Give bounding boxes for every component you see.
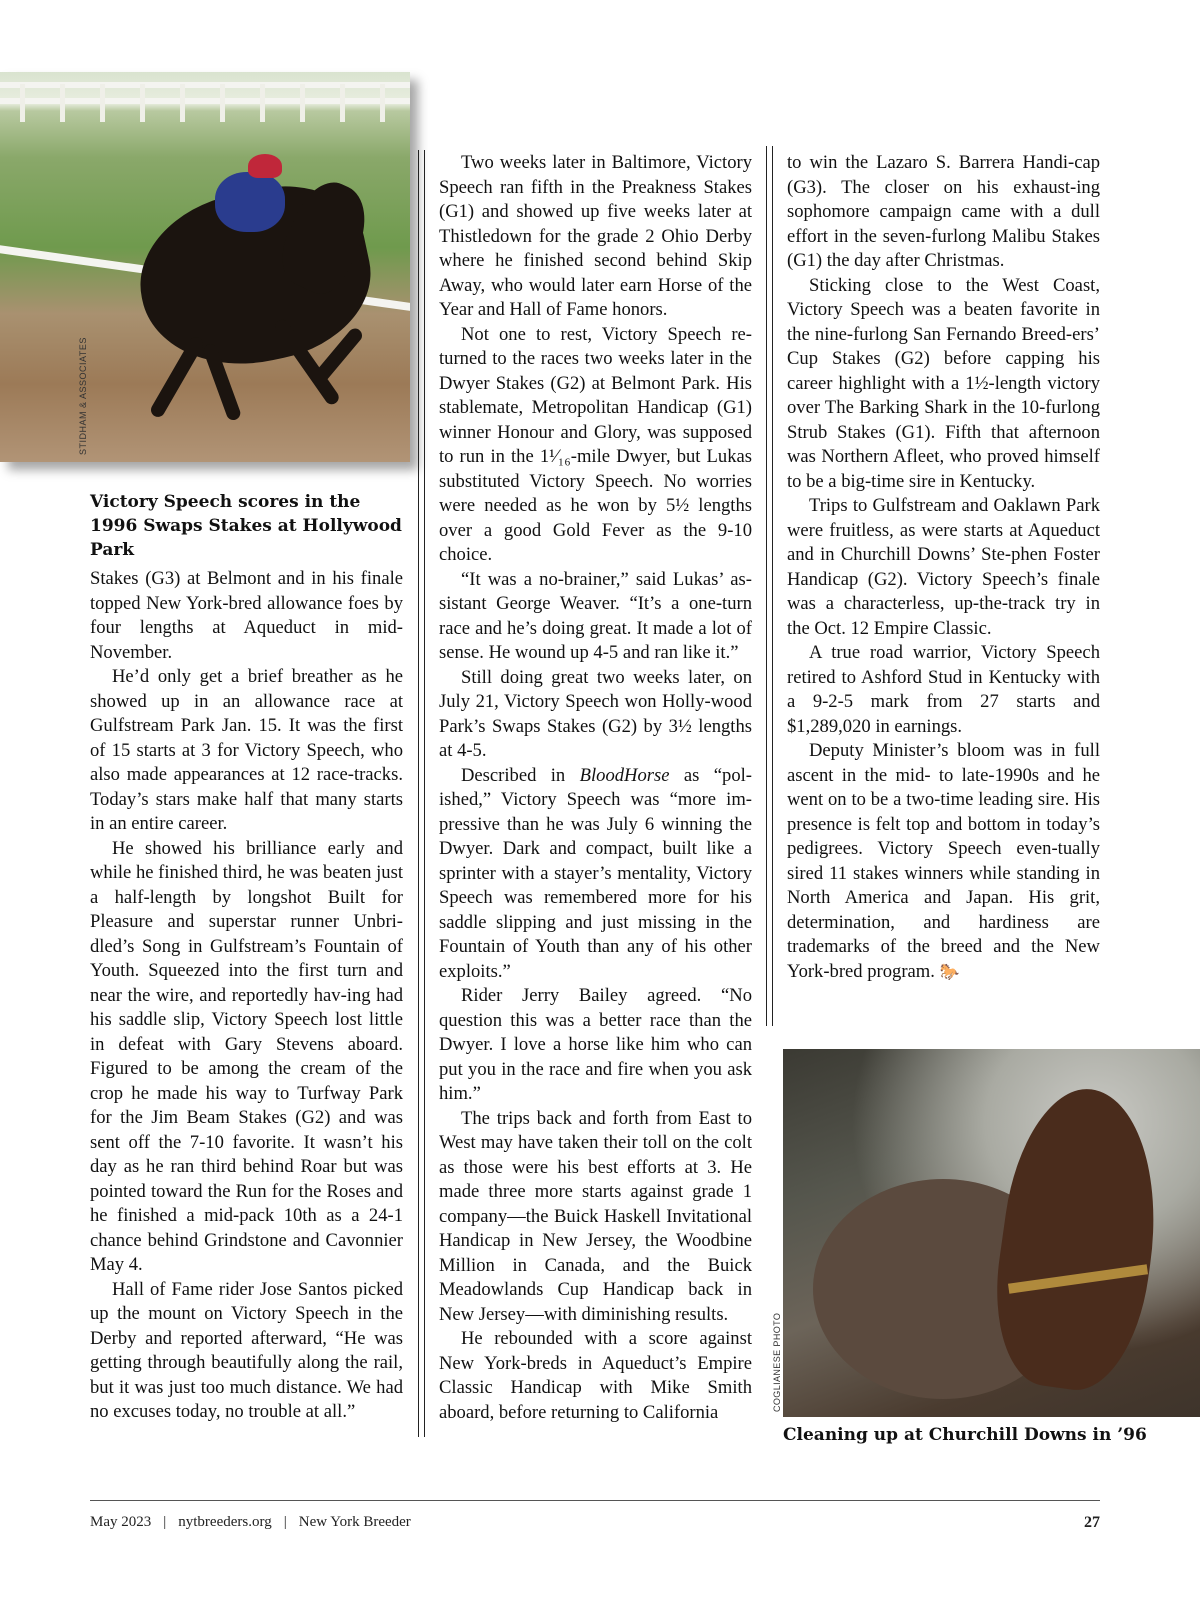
paragraph: Deputy Minister’s bloom was in full ascent in the mid- to late-1990s and he went on to be a two-time leading sire. His presence is felt top and bottom in today’s pedigrees. Victory Speech even-tually sired 11 stakes winners while standing in North America and Japan. His grit, determination, and hardiness are trademarks of the breed and the New York-bred program. 🐎 [787, 740, 1100, 982]
paragraph: He rebounded with a score against New York-breds in Aqueduct’s Empire Classic Handicap with Mike Smith aboard, before returning to California [439, 1328, 752, 1423]
paragraph: Trips to Gulfstream and Oaklawn Park were fruitless, as were starts at Aqueduct and in Churchill Downs’ Ste-phen Foster Handicap (G2). Victory Speech’s finale was a characterless, up-the-track try in the Oct. 12 Empire Classic. [787, 495, 1100, 639]
photo-credit: STIDHAM & ASSOCIATES [78, 337, 88, 455]
paragraph: A true road warrior, Victory Speech retired to Ashford Stud in Kentucky with a 9-2-5 mark from 27 starts and $1,289,020 in earnings. [787, 642, 1100, 737]
jockey-cap [248, 154, 282, 178]
article-column-3 [787, 151, 1100, 985]
website-link[interactable]: nytbreeders.org [178, 1514, 272, 1530]
paragraph: Rider Jerry Bailey agreed. “No question this was a better race than the Dwyer. I love a horse like him who can put you in the race and fire when you ask him.” [439, 985, 752, 1104]
article-column-2 [439, 151, 752, 1425]
paragraph: He showed his brilliance early and while he finished third, he was beaten just a half-length by longshot Built for Pleasure and superstar runner Unbri-dled’s Song in Gulfstream’s Fountain of Youth. Squeezed into the first turn and near the wire, and reportedly hav-ing had his saddle slip, Victory Speech lost little in defeat with Gary Stevens aboard. Figured to be among the cream of the crop he made his way to Turfway Park for the Jim Beam Stakes (G2) and was sent off the 7-10 favorite. It wasn’t his day as he ran third behind Roar but was pointed toward the Run for the Roses and he finished a mid-pack 10th as a 24-1 chance behind Grindstone and Cavonnier May 4. [90, 837, 403, 1275]
publication-name: BloodHorse [579, 764, 670, 786]
photo-caption: Cleaning up at Churchill Downs in ’96 [783, 1425, 1147, 1445]
footer-rule [90, 1500, 1100, 1501]
horse-head [983, 1080, 1173, 1398]
paragraph: Hall of Fame rider Jose Santos picked up the mount on Victory Speech in the Derby and reported afterward, “He was getting through beautifully along the rail, but it was just too much distance. We had no excuses today, no trouble at all.” [90, 1278, 403, 1422]
column-divider [766, 146, 773, 1026]
article-column-1 [90, 567, 403, 1425]
horse-head-icon: 🐎 [939, 963, 960, 981]
issue-date: May 2023 [90, 1514, 152, 1530]
paragraph: He’d only get a brief breather as he showed up in an allowance race at Gulfstream Park Jan. 15. It was the first of 15 starts at 3 for Victory Speech, who also made appearances at 12 race-tracks. Today’s stars make half that many starts in an entire career. [90, 666, 403, 834]
paragraph: “It was a no-brainer,” said Lukas’ as-sistant George Weaver. “It’s a one-turn race and he’s doing great. It made a lot of sense. He wound up 4-5 and ran like it.” [439, 568, 752, 663]
page-number: 27 [1084, 1514, 1100, 1531]
paragraph: Sticking close to the West Coast, Victory Speech was a beaten favorite in the nine-furlong San Fernando Breed-ers’ Cup Stakes (G2) before capping his career highlight with a 1½-length victory over The Barking Shark in the 10-furlong Strub Stakes (G1). Fifth that afternoon was Northern Afleet, who proved himself to be a big-time sire in Kentucky. [787, 274, 1100, 492]
jockey [215, 172, 285, 232]
photo-credit: COGLIANESE PHOTO [772, 1312, 782, 1412]
racing-photo [0, 72, 410, 462]
column-divider [418, 150, 425, 1437]
paragraph: Still doing great two weeks later, on July 21, Victory Speech won Holly-wood Park’s Swaps Stakes (G2) by 3½ lengths at 4-5. [439, 666, 752, 761]
paragraph: to win the Lazaro S. Barrera Handi-cap (G3). The closer on his exhaust-ing sophomore campaign came with a dull effort in the seven-furlong Malibu Stakes (G1) the day after Christmas. [787, 152, 1100, 271]
paragraph: The trips back and forth from East to West may have taken their toll on the colt as those were his best efforts at 3. He made three more starts against grade 1 company—the Buick Haskell Invitational Handicap in New Jersey, the Woodbine Million in Canada, and the Buick Meadowlands Cup Handicap back in New Jersey—with diminishing results. [439, 1107, 752, 1325]
photo-caption: Victory Speech scores in the 1996 Swaps Stakes at Hollywood Park [90, 492, 402, 560]
horse-bath-photo [783, 1049, 1200, 1417]
paragraph: Two weeks later in Baltimore, Victory Speech ran fifth in the Preakness Stakes (G1) and showed up five weeks later at Thistledown for the grade 2 Ohio Derby where he finished second behind Skip Away, who would later earn Horse of the Year and Hall of Fame honors. [439, 152, 752, 320]
paragraph: Not one to rest, Victory Speech re-turned to the races two weeks later in the Dwyer Stakes (G2) at Belmont Park. His stablemate, Metropolitan Handicap (G1) winner Honour and Glory, was supposed to run in the 1¹⁄₁₆-mile Dwyer, but Lukas substituted Victory Speech. No worries were needed as he won by 5½ lengths over a good Gold Fever as the 9-10 choice. [439, 323, 752, 565]
paragraph: Described in BloodHorse as “pol-ished,” Victory Speech was “more im-pressive than he was July 6 winning the Dwyer. Dark and compact, built like a sprinter with a stayer’s mentality, Victory Speech was remembered more for his saddle slipping and just missing in the Fountain of Youth than any of his other exploits.” [439, 764, 752, 982]
publication-title: New York Breeder [298, 1514, 411, 1530]
footer-left: May 2023 | nytbreeders.org | New York Breeder [90, 1514, 411, 1530]
paragraph: Stakes (G3) at Belmont and in his finale topped New York-bred allowance foes by four lengths at Aqueduct in mid-November. [90, 568, 403, 663]
page-footer [90, 1514, 1100, 1532]
